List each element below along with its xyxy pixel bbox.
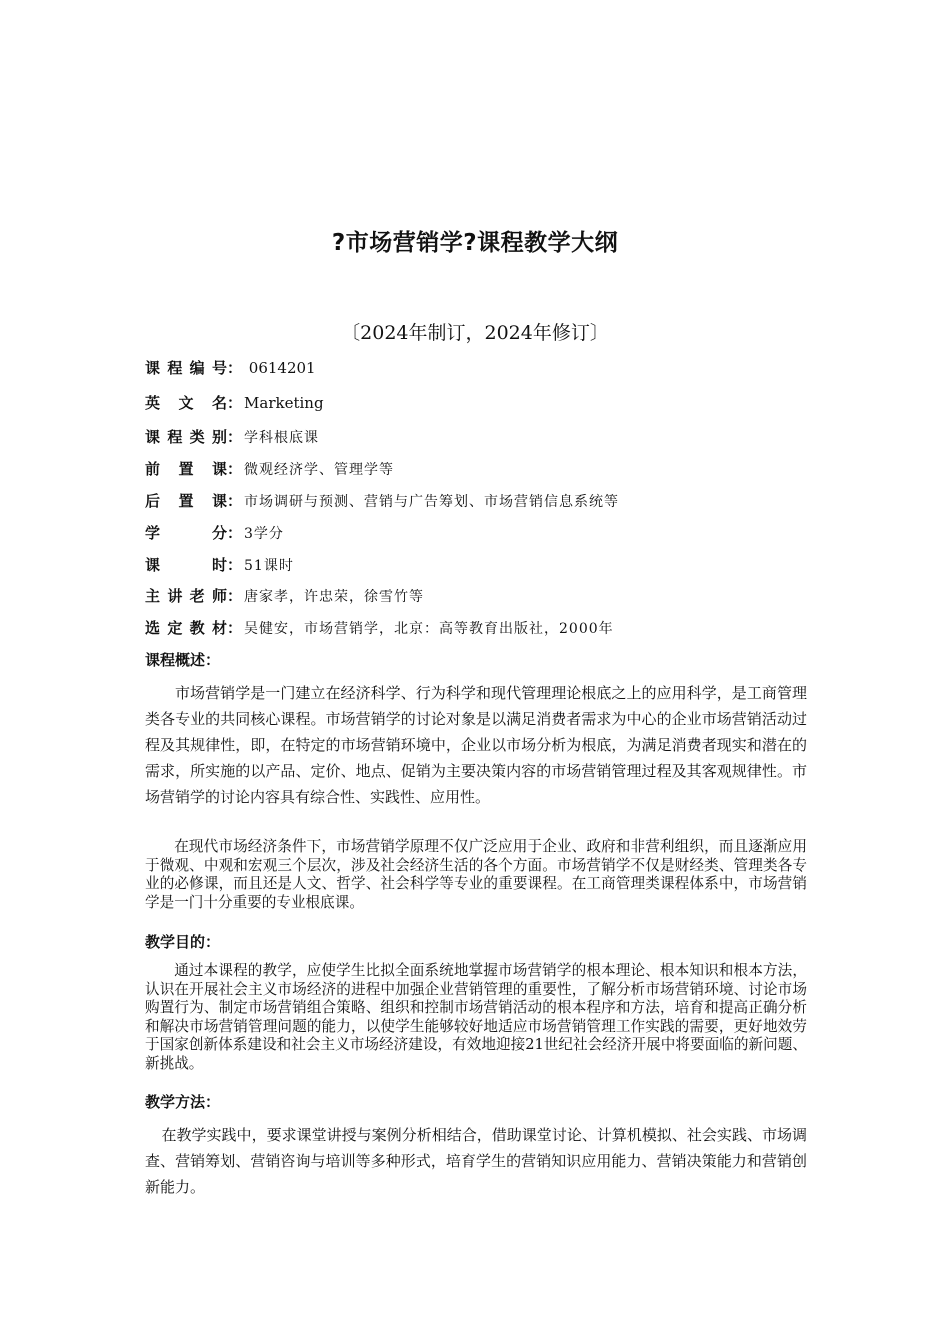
field-textbook — [145, 617, 614, 638]
methods-heading: 教学方法： — [145, 1093, 221, 1111]
field-colon: ： — [227, 359, 243, 377]
field-colon: ： — [227, 587, 243, 605]
field-course-code — [145, 357, 316, 378]
field-prerequisites — [145, 458, 394, 479]
field-follow-up-courses — [145, 490, 619, 511]
field-label: 英 文 名 — [145, 394, 227, 412]
field-colon: ： — [227, 524, 243, 542]
field-label: 选定教材 — [145, 619, 227, 637]
field-label: 主讲老师 — [145, 587, 227, 605]
field-value: 市场调研与预测、营销与广告筹划、市场营销信息系统等 — [244, 494, 620, 510]
field-credits — [145, 522, 284, 543]
document-title: ?市场营销学?课程教学大纲 — [331, 230, 619, 256]
field-label: 学 分 — [145, 524, 227, 542]
objectives-heading: 教学目的： — [145, 933, 221, 951]
field-value: 吴健安，市场营销学，北京：高等教育出版社，2000年 — [244, 621, 614, 637]
field-colon: ： — [227, 619, 243, 637]
field-colon: ： — [227, 428, 243, 446]
objectives-paragraph: 通过本课程的教学，应使学生比拟全面系统地掌握市场营销学的根本理论、根本知识和根本方法，认识在开展社会主义市场经济的进程中加强企业营销管理的重要性，了解分析市场营销环境、讨论市场购置行为、制定市场营销组合策略、组织和控制市场营销活动的根本程序和方法，培育和提高正确分析和解决市场营销管理问题的能力，以使学生能够较好地适应市场营销管理工作实践的需要，更好地效劳于国家创新体系建设和社会主义市场经济建设，有效地迎接21世纪社会经济开展中将要面临的新问题、新挑战。 — [145, 962, 807, 1072]
field-label: 课 时 — [145, 556, 227, 574]
field-value: Marketing — [244, 394, 324, 412]
methods-paragraph: 在教学实践中，要求课堂讲授与案例分析相结合，借助课堂讨论、计算机模拟、社会实践、市场调查、营销筹划、营销咨询与培训等多种形式，培育学生的营销知识应用能力、营销决策能力和营销创新能力。 — [145, 1126, 807, 1196]
field-class-hours — [145, 554, 294, 575]
field-colon: ： — [227, 556, 243, 574]
overview-paragraph-1: 市场营销学是一门建立在经济科学、行为科学和现代管理理论根底之上的应用科学，是工商管理类各专业的共同核心课程。市场营销学的讨论对象是以满足消费者需求为中心的企业市场营销活动过程及其规律性，即，在特定的市场营销环境中，企业以市场分析为根底，为满足消费者现实和潜在的需求，所实施的以产品、定价、地点、促销为主要决策内容的市场营销管理过程及其客观规律性。市场营销学的讨论内容具有综合性、实践性、应用性。 — [145, 684, 807, 806]
field-label: 前 置 课 — [145, 460, 227, 478]
field-value: 3学分 — [244, 526, 284, 542]
document-subtitle: 〔2024年制订，2024年修订〕 — [341, 322, 609, 344]
field-value: 51课时 — [244, 558, 294, 574]
field-label: 课程编号 — [145, 359, 227, 377]
field-colon: ： — [227, 492, 243, 510]
field-colon: ： — [227, 394, 243, 412]
field-english-name — [145, 392, 324, 413]
field-value: 0614201 — [244, 359, 316, 377]
overview-heading: 课程概述： — [145, 651, 221, 669]
field-value: 学科根底课 — [244, 430, 320, 446]
field-lecturers — [145, 585, 424, 606]
field-value: 唐家孝，许忠荣，徐雪竹等 — [244, 589, 425, 605]
field-course-category — [145, 426, 319, 447]
field-label: 后 置 课 — [145, 492, 227, 510]
field-label: 课程类别 — [145, 428, 227, 446]
overview-paragraph-2: 在现代市场经济条件下，市场营销学原理不仅广泛应用于企业、政府和非营利组织，而且逐渐应用于微观、中观和宏观三个层次，涉及社会经济生活的各个方面。市场营销学不仅是财经类、管理类各专业的必修课，而且还是人文、哲学、社会科学等专业的重要课程。在工商管理类课程体系中，市场营销学是一门十分重要的专业根底课。 — [145, 838, 807, 911]
field-colon: ： — [227, 460, 243, 478]
field-value: 微观经济学、管理学等 — [244, 462, 395, 478]
